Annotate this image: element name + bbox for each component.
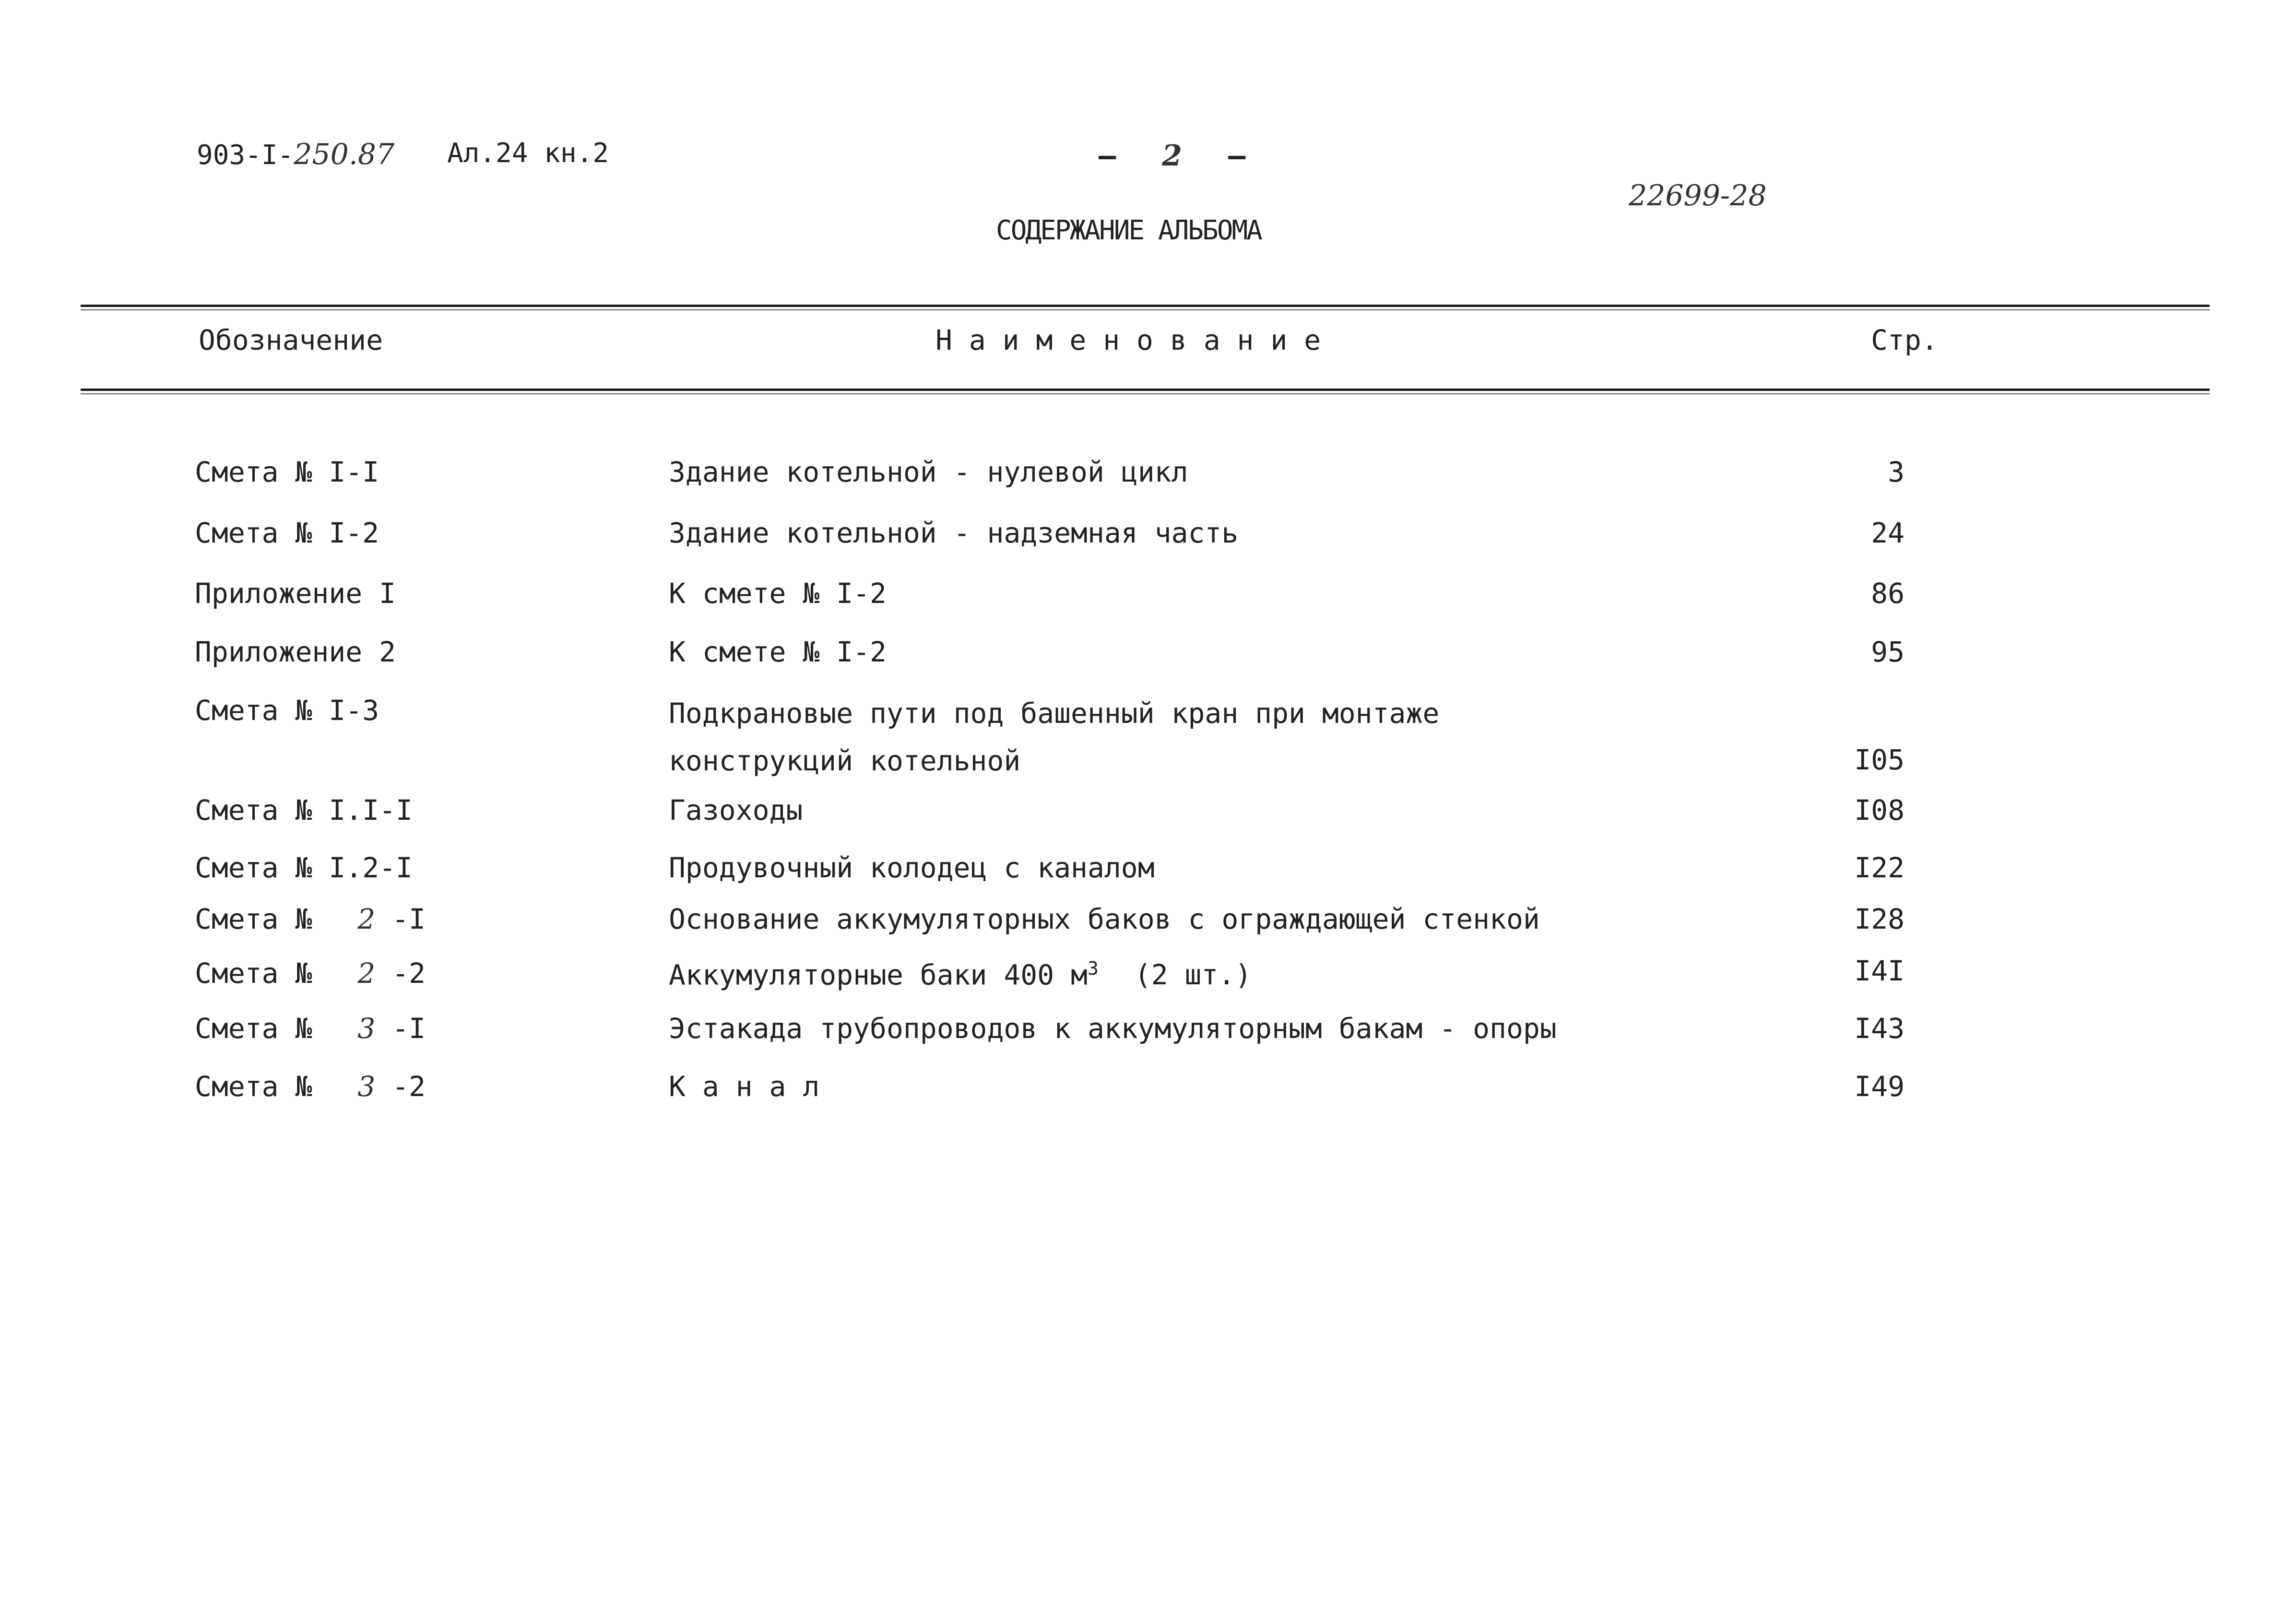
row-designation: [195, 905, 426, 933]
doc-code-handwritten: 22699-28: [1629, 179, 1767, 212]
row-name: К смете № I-2: [669, 577, 887, 610]
row-name: Эстакада трубопроводов к аккумуляторным бакам - опоры: [669, 1012, 1557, 1045]
row-designation: Смета № I-2: [195, 517, 379, 549]
table-top-rule: [81, 305, 2210, 307]
column-header-designation: Обозначение: [199, 324, 383, 356]
designation-handwritten-number: 3: [357, 1070, 376, 1103]
row-page: 86: [1871, 577, 1905, 610]
designation-prefix: Смета №: [195, 903, 312, 935]
row-name-continuation: конструкций котельной: [669, 744, 1021, 777]
row-designation: Приложение 2: [195, 636, 396, 668]
designation-suffix: -2: [392, 1070, 426, 1103]
row-page: I05: [1854, 744, 1905, 776]
page-dash-right: –: [1228, 139, 1246, 173]
table-header-bottom-rule: [81, 389, 2210, 391]
series-printed: 903-I-: [197, 140, 294, 171]
page-dash-left: –: [1099, 139, 1116, 173]
designation-handwritten-number: 2: [357, 957, 376, 990]
designation-suffix: -I: [392, 903, 426, 935]
row-name-superscript: 3: [1087, 958, 1099, 979]
row-designation: [195, 1012, 426, 1045]
designation-suffix: -I: [392, 1012, 426, 1045]
row-page: I22: [1854, 851, 1905, 884]
column-header-page: Стр.: [1871, 324, 1938, 356]
row-name: Основание аккумуляторных баков с ограждающей стенкой: [669, 903, 1540, 935]
row-page: I49: [1854, 1070, 1905, 1103]
designation-handwritten-number: 2: [357, 903, 376, 935]
row-designation: [195, 957, 426, 990]
column-header-name: Н а и м е н о в а н и е: [935, 324, 1321, 356]
album-label: Ал.24 кн.2: [447, 138, 609, 169]
row-designation: Приложение I: [195, 577, 396, 610]
row-name-tail: (2 шт.): [1134, 958, 1252, 991]
row-designation: Смета № I-I: [195, 456, 379, 488]
row-name: Здание котельной - надземная часть: [669, 517, 1239, 549]
designation-prefix: Смета №: [195, 957, 312, 990]
row-page: 3: [1888, 456, 1905, 488]
row-name: К смете № I-2: [669, 636, 887, 668]
album-contents-title: СОДЕРЖАНИЕ АЛЬБОМА: [996, 215, 1261, 246]
page-number: [1099, 139, 1246, 173]
row-page: I28: [1854, 903, 1905, 935]
row-name: Продувочный колодец с каналом: [669, 851, 1155, 884]
page-number-value: 2: [1162, 139, 1182, 173]
series-handwritten: 250.87: [294, 138, 395, 171]
row-name: Газоходы: [669, 794, 803, 826]
row-name: Подкрановые пути под башенный кран при монтаже: [669, 697, 1440, 730]
row-page: 95: [1871, 636, 1905, 668]
row-name: Здание котельной - нулевой цикл: [669, 456, 1188, 488]
row-designation: [195, 1070, 426, 1103]
document-series: [197, 140, 394, 169]
row-name: К а н а л: [669, 1070, 820, 1103]
designation-prefix: Смета №: [195, 1012, 312, 1045]
row-name: [669, 959, 1252, 989]
row-designation: Смета № I.I-I: [195, 794, 413, 826]
row-designation: Смета № I.2-I: [195, 851, 413, 884]
row-name-main: Аккумуляторные баки 400 м: [669, 958, 1088, 991]
row-page: I08: [1854, 794, 1905, 826]
designation-prefix: Смета №: [195, 1070, 312, 1103]
designation-handwritten-number: 3: [357, 1012, 376, 1045]
designation-suffix: -2: [392, 957, 426, 990]
row-page: I43: [1854, 1012, 1905, 1045]
row-page: I4I: [1854, 955, 1905, 987]
row-page: 24: [1871, 517, 1905, 549]
row-designation: Смета № I-3: [195, 694, 379, 727]
